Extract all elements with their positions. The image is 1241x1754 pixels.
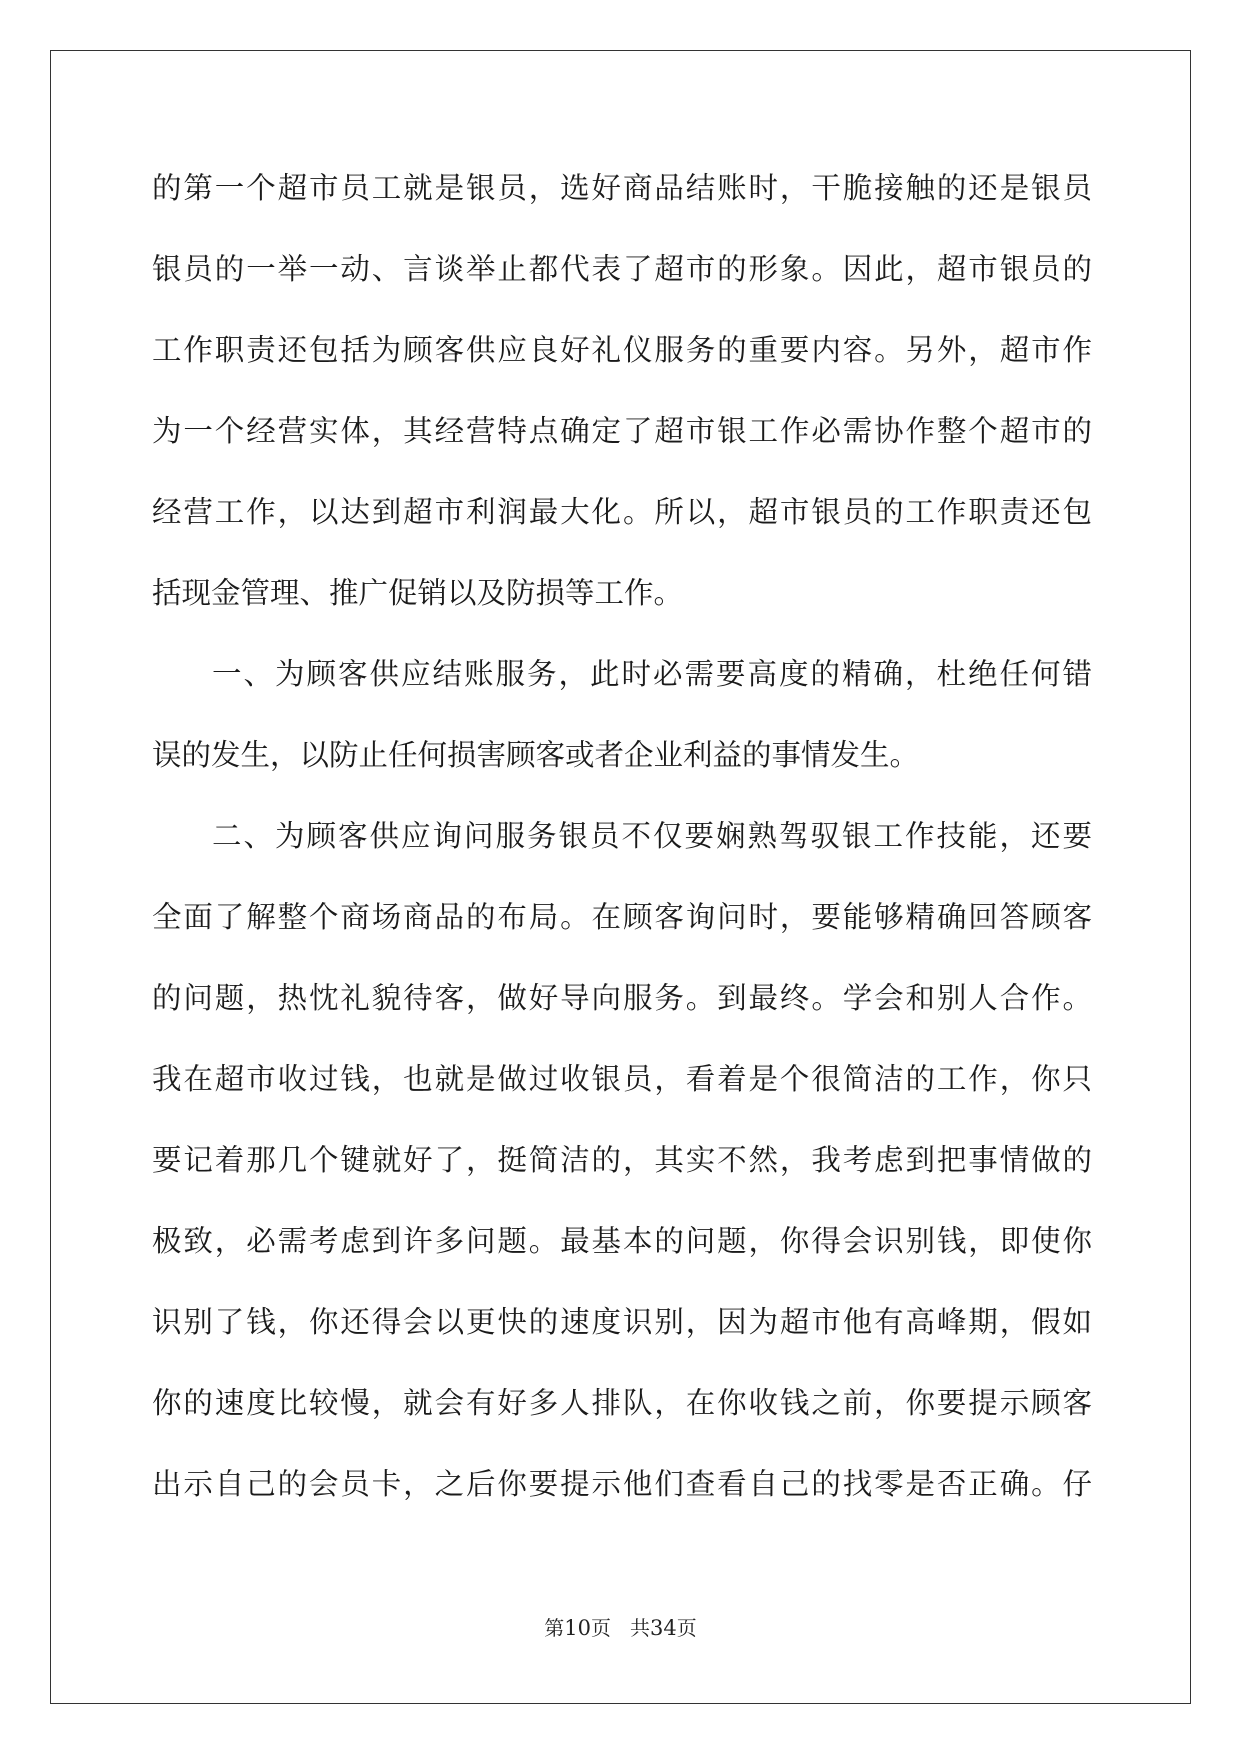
text-line: 二、为顾客供应询问服务银员不仅要娴熟驾驭银工作技能，还要 xyxy=(212,819,1092,853)
text-line: 银员的一举一动、言谈举止都代表了超市的形象。因此，超市银员的 xyxy=(152,252,1092,286)
text-line: 一、为顾客供应结账服务，此时必需要高度的精确，杜绝任何错 xyxy=(212,657,1092,691)
footer-total-prefix: 共 xyxy=(630,1616,651,1640)
document-body xyxy=(152,160,1092,1537)
text-line: 为一个经营实体，其经营特点确定了超市银工作必需协作整个超市的 xyxy=(152,414,1092,448)
text-line: 括现金管理、推广促销以及防损等工作。 xyxy=(152,576,684,610)
text-line: 全面了解整个商场商品的布局。在顾客询问时，要能够精确回答顾客 xyxy=(152,900,1092,934)
footer-total-unit: 页 xyxy=(676,1616,697,1640)
page-footer xyxy=(0,1612,1241,1641)
footer-total-pages: 34 xyxy=(650,1616,677,1640)
text-line: 误的发生，以防止任何损害顾客或者企业利益的事情发生。 xyxy=(152,738,920,772)
text-line: 出示自己的会员卡，之后你要提示他们查看自己的找零是否正确。仔 xyxy=(152,1467,1092,1501)
footer-page-prefix: 第 xyxy=(544,1616,565,1640)
text-line: 你的速度比较慢，就会有好多人排队，在你收钱之前，你要提示顾客 xyxy=(152,1386,1092,1420)
text-line: 极致，必需考虑到许多问题。最基本的问题，你得会识别钱，即使你 xyxy=(152,1224,1092,1258)
text-line: 工作职责还包括为顾客供应良好礼仪服务的重要内容。另外，超市作 xyxy=(152,333,1092,367)
footer-page-unit: 页 xyxy=(590,1616,611,1640)
text-line: 我在超市收过钱，也就是做过收银员，看着是个很简洁的工作，你只 xyxy=(152,1062,1092,1096)
text-line: 识别了钱，你还得会以更快的速度识别，因为超市他有高峰期，假如 xyxy=(152,1305,1092,1339)
text-line: 要记着那几个键就好了，挺简洁的，其实不然，我考虑到把事情做的 xyxy=(152,1143,1092,1177)
text-line: 的问题，热忱礼貌待客，做好导向服务。到最终。学会和别人合作。 xyxy=(152,981,1092,1015)
text-line: 的第一个超市员工就是银员，选好商品结账时，干脆接触的还是银员 xyxy=(152,171,1092,205)
text-line: 经营工作，以达到超市利润最大化。所以，超市银员的工作职责还包 xyxy=(152,495,1092,529)
footer-page-number: 10 xyxy=(564,1616,591,1640)
